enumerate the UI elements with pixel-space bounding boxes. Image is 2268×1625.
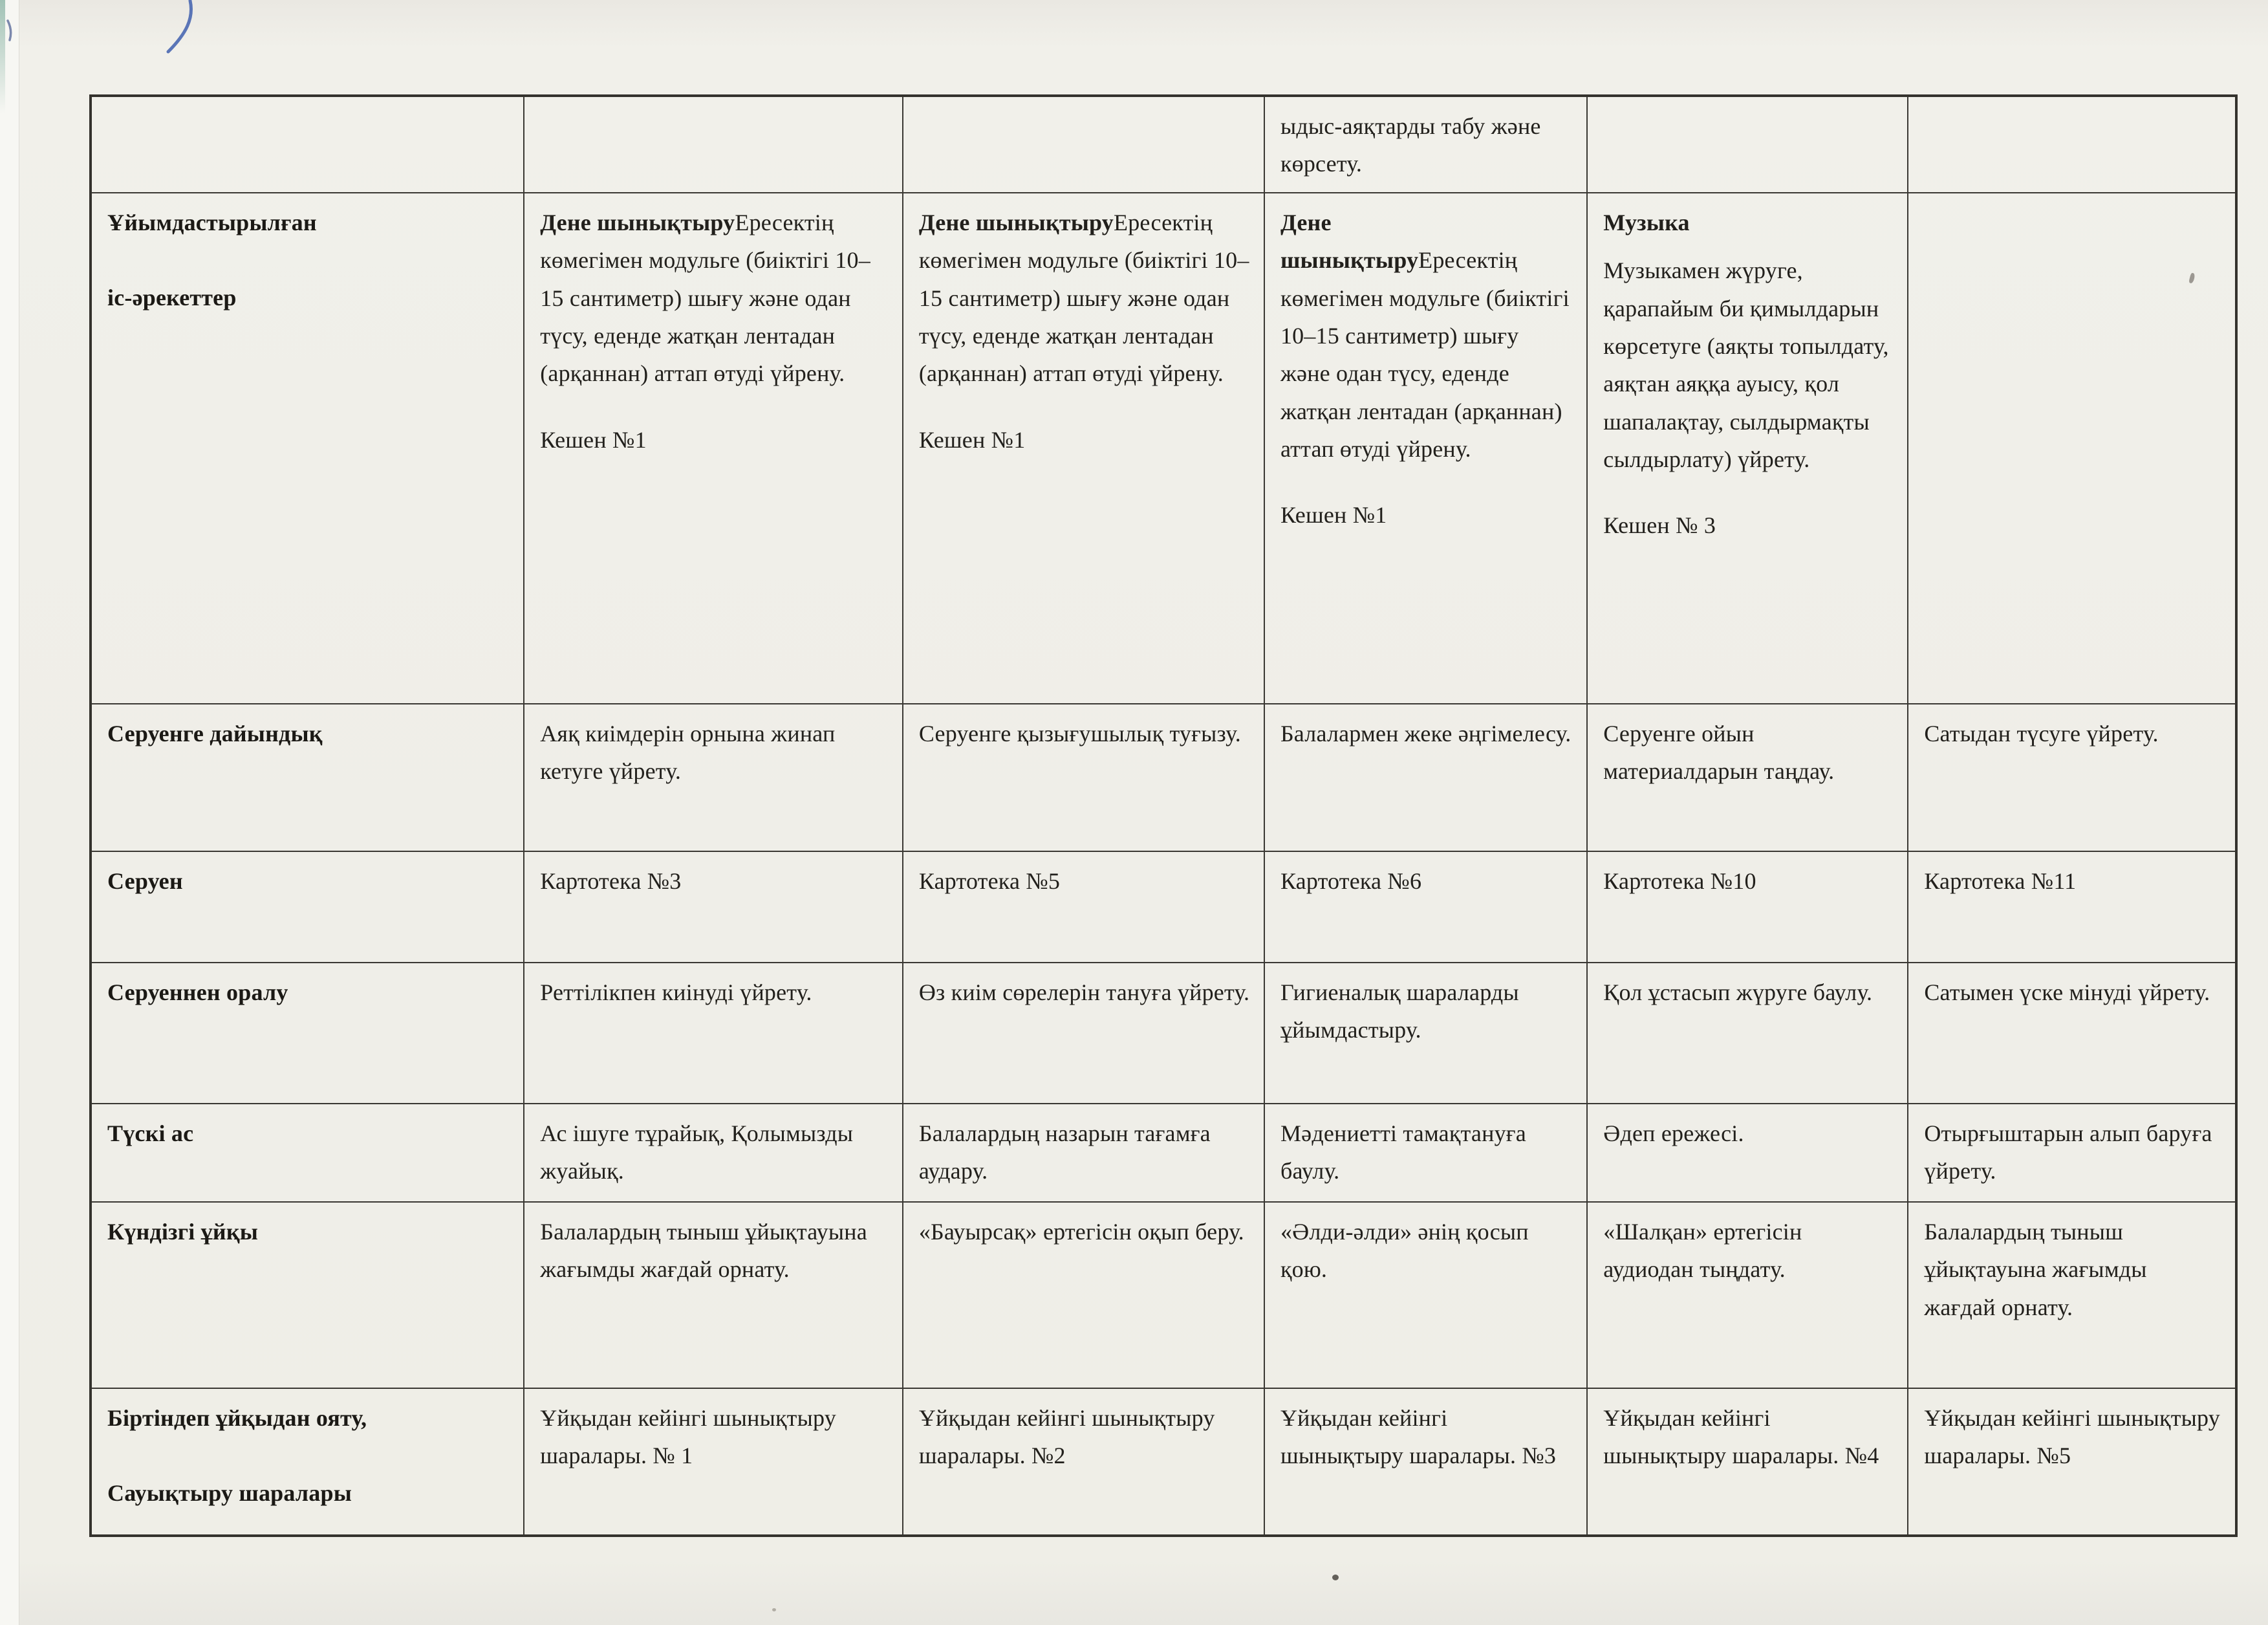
table-cell-r6-c0 [524,1202,903,1388]
table-cell-r6-c2 [1264,1202,1587,1388]
text-run: Мәдениетті тамақтануға баулу. [1280,1120,1526,1184]
table-cell-r1-c2 [1264,193,1587,704]
paragraph [1924,1115,2222,1190]
bold-text-run: іс-әрекеттер [107,285,237,311]
text-run: Музыкамен жүруге, қарапайым би қимылдарын көрсетуге (аяқты топылдату, аяқтан аяққа ауысу, қол шапалақтау, сылдырмақты сылдырлату) үйрету. [1603,257,1889,472]
paragraph [107,1213,510,1250]
paragraph [1924,974,2222,1011]
row-label-cell [91,704,524,851]
table-cell-r1-c1 [903,193,1264,704]
table-cell-content [1280,1213,1573,1289]
table-cell-r2-c0 [524,704,903,851]
text-run: Ұйқыдан кейінгі шынықтыру шаралары. №4 [1603,1405,1879,1469]
table-cell-r2-c2 [1264,704,1587,851]
table-cell-r7-c1 [903,1388,1264,1536]
table-cell-r3-c2 [1264,851,1587,963]
bold-text-run: Дене шынықтыру [918,210,1114,235]
bold-text-run: Серуеннен оралу [107,979,288,1005]
paragraph [919,974,1251,1011]
row-label-cell [91,1104,524,1202]
paragraph [1603,715,1894,791]
paragraph [1603,1399,1894,1475]
text-run: Картотека №3 [540,868,682,894]
paragraph [107,862,510,900]
table-row-7 [91,1388,2236,1536]
table-cell-content [1603,1399,1894,1475]
table-cell-r4-c4 [1908,963,2236,1104]
table-cell-r0-c4 [1908,96,2236,193]
text-run: Өз киім сөрелерін тануға үйрету. [918,979,1250,1005]
table-row-0 [91,96,2236,193]
daily-routine-table [89,94,2238,1537]
bold-text-run: Ұйымдастырылған [107,210,317,235]
paragraph [1603,507,1894,544]
table-cell-r7-c0 [524,1388,903,1536]
pen-stroke-mark [154,0,212,60]
text-run: Ұйқыдан кейінгі шынықтыру шаралары. №5 [1924,1405,2220,1469]
bold-text-run: Музыка [1603,210,1690,235]
bold-text-run: Серуен [107,868,183,894]
paragraph [1603,252,1894,478]
table-body [91,96,2236,1536]
table-cell-content [1280,974,1573,1049]
table-cell-r3-c0 [524,851,903,963]
text-run: Кешен №1 [1280,502,1387,529]
table-cell-r0-c2 [1264,96,1587,193]
bold-text-run: Күндізгі ұйқы [107,1219,259,1245]
table-cell-content [919,862,1251,900]
table-cell-content [540,862,889,900]
table-cell-content [919,974,1251,1011]
paragraph [1280,107,1573,183]
table-cell-r4-c1 [903,963,1264,1104]
paragraph [1924,715,2222,752]
text-run: Сатыдан түсуге үйрету. [1924,721,2159,747]
text-run: Картотека №6 [1280,868,1422,894]
table-cell-content [1924,862,2222,900]
row-label-cell [91,963,524,1104]
table-cell-r4-c3 [1587,963,1908,1104]
paragraph [919,204,1251,393]
table-cell-r5-c1 [903,1104,1264,1202]
text-run: Кешен №1 [918,426,1026,453]
row-label-cell [91,1388,524,1536]
row-label-content [107,974,510,1011]
paragraph [540,862,889,900]
table-cell-content [1280,862,1573,900]
paragraph [1924,862,2222,900]
paragraph [540,715,889,791]
table-row-4 [91,963,2236,1104]
bold-text-run: Дене шынықтыру [540,210,735,235]
bold-text-run: Түскі ас [107,1120,194,1146]
text-run: «Бауырсақ» ертегісін оқып беру. [918,1219,1244,1245]
paragraph [1280,1115,1573,1190]
adjacent-page-edge [0,0,5,113]
text-run: Кешен №1 [540,426,647,453]
text-run: Серуенге қызығушылық туғызу. [918,721,1241,747]
table-cell-r3-c3 [1587,851,1908,963]
text-run: «Шалқан» ертегісін аудиодан тыңдату. [1603,1219,1802,1283]
table-cell-r4-c2 [1264,963,1587,1104]
row-label-content [107,862,510,900]
table-cell-r5-c4 [1908,1104,2236,1202]
table-row-3 [91,851,2236,963]
table-cell-content [919,1213,1251,1250]
table-cell-content [919,1399,1251,1475]
table-cell-r2-c3 [1587,704,1908,851]
table-cell-r1-c0 [524,193,903,704]
table-cell-content [1280,1115,1573,1190]
scan-speck [1332,1575,1339,1580]
table-cell-content [1603,862,1894,900]
text-run: «Әлди-әлди» әнің қосып қою. [1280,1219,1529,1283]
text-run: Балалардың тыныш ұйықтауына жағымды жағдай орнату. [1924,1219,2147,1320]
paragraph [919,421,1251,459]
text-run: Балалардың назарын тағамға аудару. [918,1120,1211,1184]
row-label-content [107,1399,510,1512]
paragraph [1603,862,1894,900]
paragraph [107,1115,510,1152]
text-run: Сатымен үске мінуді үйрету. [1924,979,2210,1005]
text-run: Балалардың тыныш ұйықтауына жағымды жағдай орнату. [540,1219,867,1283]
text-run: Ересектің көмегімен модульге (биіктігі 10–15 сантиметр) шығу және одан түсу, еденде жатқан лентадан (арқаннан) аттап өтуді үйрену. [540,210,870,387]
table-row-6 [91,1202,2236,1388]
table-cell-content [540,1115,889,1190]
table-cell-content [540,974,889,1011]
scanner-page-edge [0,0,19,1625]
paragraph [540,204,889,393]
table-cell-r7-c3 [1587,1388,1908,1536]
table-cell-content [1924,715,2222,752]
table-cell-r5-c3 [1587,1104,1908,1202]
table-cell-r2-c4 [1908,704,2236,851]
paragraph [1280,496,1573,534]
row-label-cell [91,851,524,963]
table-cell-content [1603,1213,1894,1289]
table-cell-content [540,1213,889,1289]
paragraph [107,279,510,316]
row-label-cell [91,96,524,193]
table-cell-content [1603,204,1894,545]
table-cell-content [1280,107,1573,183]
paragraph [107,974,510,1011]
text-run: Картотека №11 [1924,868,2077,894]
paragraph [107,1474,510,1512]
row-label-content [107,204,510,317]
row-label-cell [91,1202,524,1388]
table-cell-r6-c3 [1587,1202,1908,1388]
table-cell-content [919,204,1251,459]
paragraph [1603,974,1894,1011]
text-run: Кешен № 3 [1603,512,1716,539]
paragraph [540,1399,889,1475]
paragraph [107,1399,510,1437]
table-cell-r0-c0 [524,96,903,193]
text-run: Аяқ киімдерін орнына жинап кетуге үйрету. [540,721,836,785]
paragraph [1603,204,1894,241]
table-cell-content [1280,204,1573,534]
table-cell-content [540,715,889,791]
text-run: Қол ұстасып жүруге баулу. [1603,979,1873,1005]
table-cell-r0-c1 [903,96,1264,193]
table-cell-content [1603,715,1894,791]
paragraph [919,1399,1251,1475]
table-cell-r3-c1 [903,851,1264,963]
text-run: Ұйқыдан кейінгі шынықтыру шаралары. №2 [918,1405,1215,1469]
table-cell-content [540,1399,889,1475]
paragraph [540,1115,889,1190]
paragraph [1924,1399,2222,1475]
table-cell-r0-c3 [1587,96,1908,193]
paragraph [107,715,510,752]
paragraph [1280,715,1573,752]
table-cell-content [1924,1115,2222,1190]
pen-tick-mark [5,19,14,41]
table-cell-r6-c4 [1908,1202,2236,1388]
table-cell-r1-c3 [1587,193,1908,704]
text-run: Ұйқыдан кейінгі шынықтыру шаралары. № 1 [540,1405,836,1469]
table-cell-r6-c1 [903,1202,1264,1388]
text-run: Ересектің көмегімен модульге (биіктігі 10–15 сантиметр) шығу және одан түсу, еденде жатқан лентадан (арқаннан) аттап өтуді үйрену. [1280,247,1570,462]
row-label-cell [91,193,524,704]
paragraph [1280,204,1573,468]
table-row-5 [91,1104,2236,1202]
bold-text-run: Дене шынықтыру [1280,210,1419,274]
table-cell-r4-c0 [524,963,903,1104]
table-cell-content [1280,1399,1573,1475]
paragraph [540,421,889,459]
text-run: Ас ішуге тұрайық, Қолымызды жуайық. [540,1120,854,1184]
table-cell-content [1924,974,2222,1011]
paragraph [1924,1213,2222,1326]
table-cell-r1-c4 [1908,193,2236,704]
bold-text-run: Сауықтыру шаралары [107,1480,352,1507]
text-run: Отырғыштарын алып баруға үйрету. [1924,1120,2212,1184]
table-cell-r7-c4 [1908,1388,2236,1536]
bold-text-run: Біртіндеп ұйқыдан ояту, [107,1405,367,1431]
text-run: Әдеп ережесі. [1603,1120,1744,1146]
text-run: Балалармен жеке әңгімелесу. [1280,721,1571,747]
row-label-content [107,1115,510,1152]
table-cell-r7-c2 [1264,1388,1587,1536]
table-cell-content [540,204,889,459]
row-label-content [107,1213,510,1250]
scan-speck [772,1608,776,1611]
table-cell-content [1924,1213,2222,1326]
paragraph [1280,1213,1573,1289]
paragraph [1280,1399,1573,1475]
text-run: Гигиеналық шараларды ұйымдастыру. [1280,979,1519,1043]
table-cell-content [919,1115,1251,1190]
table-cell-r5-c2 [1264,1104,1587,1202]
row-label-content [107,715,510,752]
text-run: Ұйқыдан кейінгі шынықтыру шаралары. №3 [1280,1405,1557,1469]
table-cell-r3-c4 [1908,851,2236,963]
paragraph [1280,862,1573,900]
paragraph [1603,1115,1894,1152]
text-run: Картотека №10 [1603,868,1756,894]
paragraph [919,1213,1251,1250]
paragraph [107,204,510,241]
table-cell-r2-c1 [903,704,1264,851]
table-cell-r5-c0 [524,1104,903,1202]
paragraph [919,715,1251,752]
paragraph [919,862,1251,900]
text-run: Реттілікпен киінуді үйрету. [540,979,812,1005]
table-row-2 [91,704,2236,851]
table-cell-content [1603,974,1894,1011]
table-cell-content [1924,1399,2222,1475]
table-cell-content [1280,715,1573,752]
bold-text-run: Серуенге дайындық [107,721,323,747]
table-cell-content [919,715,1251,752]
paragraph [540,1213,889,1289]
text-run: Серуенге ойын материалдарын таңдау. [1603,721,1835,785]
paragraph [1603,1213,1894,1289]
table-row-1 [91,193,2236,704]
paragraph [1280,974,1573,1049]
text-run: Картотека №5 [918,868,1061,894]
paragraph [919,1115,1251,1190]
table-cell-content [1603,1115,1894,1152]
text-run: ыдыс-аяқтарды табу және көрсету. [1280,113,1541,177]
text-run: Ересектің көмегімен модульге (биіктігі 10–15 сантиметр) шығу және одан түсу, еденде жатқан лентадан (арқаннан) аттап өтуді үйрену. [918,210,1249,387]
paragraph [540,974,889,1011]
